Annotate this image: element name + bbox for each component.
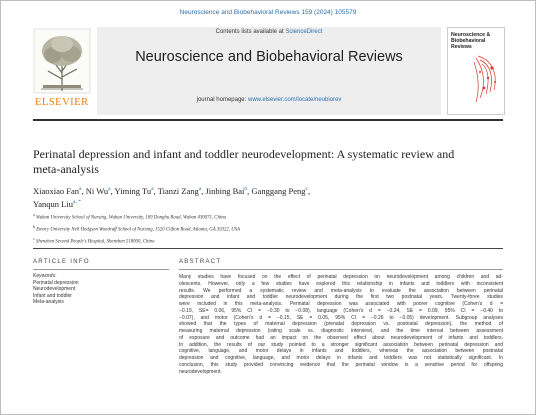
homepage-line bbox=[97, 97, 441, 103]
contents-line bbox=[97, 29, 441, 35]
journal-cover-thumbnail[interactable] bbox=[447, 27, 505, 115]
abstract-line: In addition, the results of our study pointed to a stronger significant association between perinatal depression and bbox=[179, 341, 503, 348]
abstract-rule bbox=[179, 269, 503, 270]
journal-masthead bbox=[33, 27, 503, 121]
keyword-item: Meta-analysis bbox=[33, 299, 64, 306]
article-info-heading: ARTICLE INFO bbox=[33, 259, 90, 265]
author-2[interactable]: Ni Wu$^a$, bbox=[85, 185, 115, 196]
keyword-item: Infant and toddler bbox=[33, 292, 72, 299]
author-list bbox=[33, 184, 503, 210]
abstract-line: conclusion, this study provided convincing evidence that the perinatal window is a sensitive period for offspring bbox=[179, 361, 503, 368]
abstract-line: of exposure and outcome had an impact on the observed effect about neurodevelopment of infants and toddlers. bbox=[179, 334, 503, 341]
abstract-line: neurodevelopment. bbox=[179, 368, 222, 375]
abstract-line: Many studies have focused on the effect of perinatal depression on neurodevelopment among children and ad- bbox=[179, 274, 503, 280]
journal-reference-link[interactable]: Neuroscience and Biobehavioral Reviews 159 (2024) 105579 bbox=[179, 9, 357, 16]
journal-banner bbox=[97, 27, 441, 115]
journal-homepage-link[interactable]: www.elsevier.com/locate/neubiorev bbox=[247, 97, 342, 103]
affiliation-b: $^b$ Emory University Nell Hodgson Woodruff School of Nursing, 1520 Clifton Road, Atlanta, GA 30322, USA bbox=[33, 223, 240, 233]
author-1[interactable]: Xiaoxiao Fan$^a$, bbox=[33, 185, 86, 196]
abstract-line: −0.19, SE= 0.06, 95% CI = −0.30 to −0.08), language (Cohen’s d = −0.24, SE = 0.09, 95% CI = −0.40 to bbox=[179, 307, 503, 314]
affiliations bbox=[33, 211, 503, 246]
abstract-line: results. We performed a systematic review and meta-analysis to evaluate the association between perinatal bbox=[179, 287, 503, 294]
article-info-rule bbox=[33, 269, 169, 270]
contents-prefix: Contents lists available at bbox=[215, 29, 286, 35]
affiliation-a: $^a$ Wuhan University School of Nursing, Wuhan University, 169 Donghu Road, Wuhan 430071, China bbox=[33, 212, 226, 221]
affiliation-c: $^c$ Shenzhen Second People’s Hospital, Shenzhen 518000, China bbox=[33, 235, 155, 245]
elsevier-wordmark: ELSEVIER bbox=[35, 97, 89, 108]
abstract-line: depression and cognitive, language, and motor delays in infants and toddlers was not statistically significant. In bbox=[179, 355, 503, 361]
elsevier-logo[interactable] bbox=[33, 27, 91, 113]
abstract-line: showed that the types of maternal depression (prenatal depression vs. postnatal depression), the method of bbox=[179, 321, 503, 328]
keywords-block bbox=[33, 273, 169, 306]
abstract-line: were included in this meta-analysis. Perinatal depression was associated with poorer cognitive (Cohen’s d = bbox=[179, 301, 503, 307]
author-4[interactable]: Tianzi Zang$^a$, bbox=[157, 185, 206, 196]
keyword-item: Perinatal depression bbox=[33, 279, 79, 286]
journal-title: Neuroscience and Biobehavioral Reviews bbox=[135, 49, 403, 65]
author-6[interactable]: Ganggang Peng$^c$, bbox=[251, 185, 311, 196]
author-3[interactable]: Yiming Tu$^a$, bbox=[114, 185, 158, 196]
abstract-line: −0.07), and motor (Cohen’s d = −0.15, SE = 0.05, 95% CI = −0.26 to −0.05) development. Subgroup analyses bbox=[179, 314, 503, 321]
elsevier-tree-icon bbox=[33, 27, 91, 97]
abstract-line: cognitive, language, and motor delays in infants and toddlers, whereas the association between postnatal bbox=[179, 348, 503, 355]
abstract-line: depression and infant and toddler neurodevelopment during the first two postnatal years. Twenty-three studies bbox=[179, 294, 503, 301]
abstract-line: measuring maternal depression (rating scale vs. diagnostic interview), and the time interval between assessment bbox=[179, 328, 503, 334]
abstract-line: olescents. However, only a few studies have explored this relationship in infants and toddlers with inconsistent bbox=[179, 280, 503, 287]
keywords-label: Keywords: bbox=[33, 273, 57, 279]
author-5[interactable]: Jinbing Bai$^b$, bbox=[205, 185, 252, 196]
header-divider bbox=[33, 248, 503, 249]
homepage-prefix: journal homepage: bbox=[196, 97, 248, 103]
cover-art-icon bbox=[448, 50, 504, 114]
keyword-item: Neurodevelopment bbox=[33, 286, 76, 293]
cover-title: Neuroscience & Biobehavioral Reviews bbox=[451, 32, 491, 50]
abstract-text bbox=[179, 274, 503, 375]
author-7-corresponding[interactable]: Yanqun Liu$^{a, *}$ bbox=[33, 198, 81, 209]
sciencedirect-link[interactable]: ScienceDirect bbox=[285, 29, 323, 35]
article-title: Perinatal depression and infant and toddler neurodevelopment: A systematic review and meta-analysis bbox=[33, 147, 455, 176]
abstract-heading: ABSTRACT bbox=[179, 259, 222, 265]
